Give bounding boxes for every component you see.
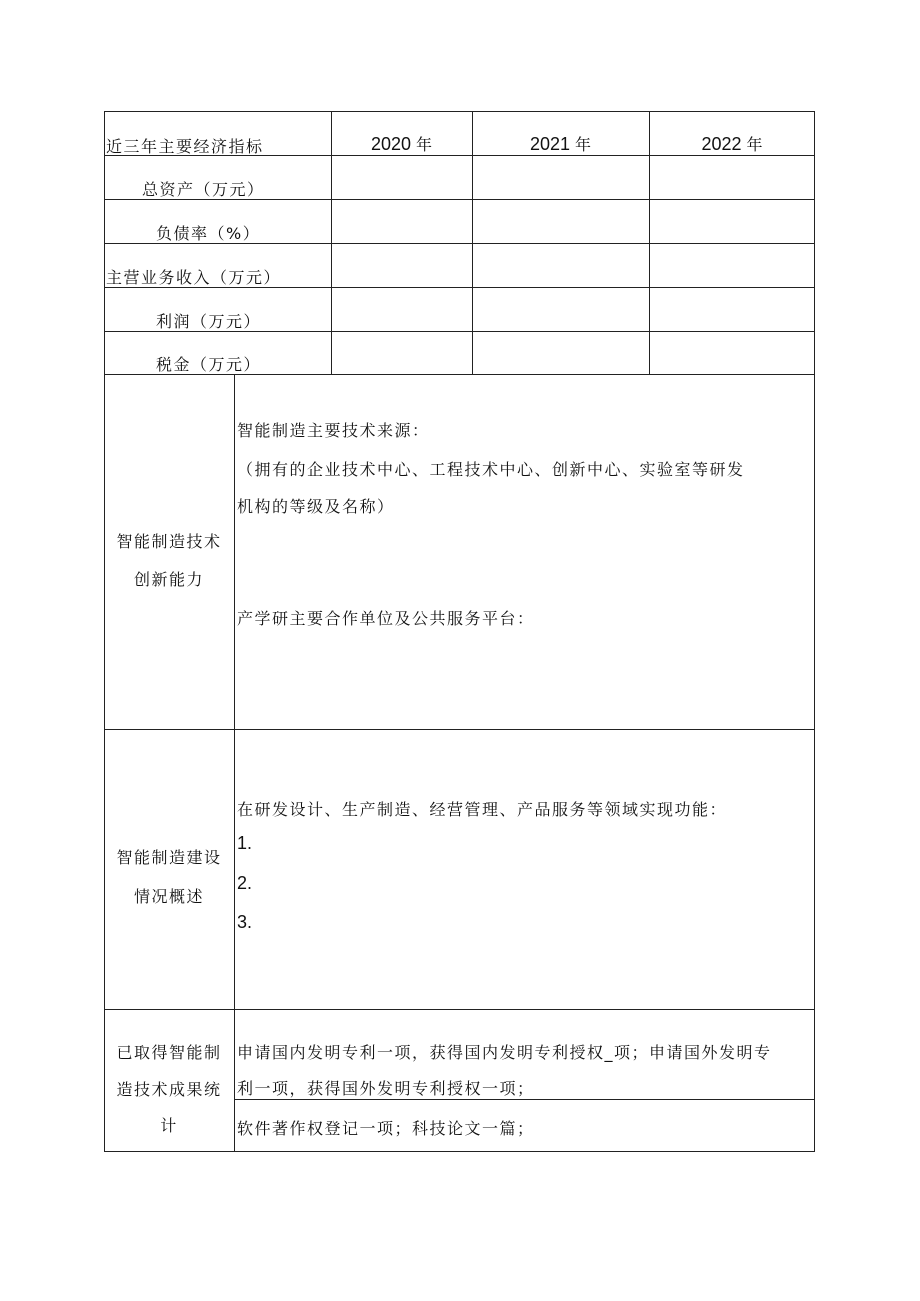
econ-header-label: 近三年主要经济指标 <box>106 137 264 156</box>
input-cell[interactable] <box>650 156 814 199</box>
construction-item: 1. <box>237 833 253 853</box>
row-label-main-revenue: 主营业务收入（万元） <box>106 268 282 287</box>
tech-source-title: 智能制造主要技术来源： <box>237 421 430 440</box>
construction-label-line1: 智能制造建设 <box>116 848 222 867</box>
input-cell[interactable] <box>473 200 649 243</box>
year-value: 2021 <box>529 134 570 154</box>
year-suffix: 年 <box>575 135 592 154</box>
year-header-2020 <box>331 132 472 155</box>
row-label-debt-ratio: 负债率（%） <box>156 224 261 243</box>
year-suffix: 年 <box>416 135 433 154</box>
achievements-label-line1: 已取得智能制 <box>116 1043 222 1062</box>
construction-item: 2. <box>237 873 253 893</box>
construction-label-line2: 情况概述 <box>133 887 204 906</box>
input-cell[interactable] <box>332 332 472 374</box>
input-cell[interactable] <box>332 288 472 331</box>
cooperation-title: 产学研主要合作单位及公共服务平台： <box>237 609 535 628</box>
construction-item: 3. <box>237 912 253 932</box>
tech-source-note-line2: 机构的等级及名称） <box>237 497 395 516</box>
input-cell[interactable] <box>332 200 472 243</box>
row-label-profit: 利润（万元） <box>156 312 262 331</box>
achievements-label-line3: 计 <box>160 1116 178 1135</box>
construction-intro: 在研发设计、生产制造、经营管理、产品服务等领域实现功能： <box>237 800 728 819</box>
column-divider <box>234 374 235 1152</box>
input-cell[interactable] <box>650 200 814 243</box>
tech-source-note-line1: （拥有的企业技术中心、工程技术中心、创新中心、实验室等研发 <box>237 460 745 479</box>
achievements-label-line2: 造技术成果统 <box>116 1080 222 1099</box>
year-suffix: 年 <box>746 135 763 154</box>
input-cell[interactable] <box>332 156 472 199</box>
input-cell[interactable] <box>650 288 814 331</box>
year-value: 2020 <box>370 134 411 154</box>
row-label-tax: 税金（万元） <box>156 355 262 374</box>
row-label-total-assets: 总资产（万元） <box>142 180 265 199</box>
input-cell[interactable] <box>332 244 472 287</box>
year-header-2022 <box>649 132 815 155</box>
input-cell[interactable] <box>473 332 649 374</box>
patent-stats-line2: 利一项，获得国外发明专利授权一项； <box>237 1079 535 1098</box>
innovation-label-line2: 创新能力 <box>133 570 204 589</box>
software-paper-stats: 软件著作权登记一项；科技论文一篇； <box>237 1119 535 1138</box>
input-cell[interactable] <box>473 244 649 287</box>
input-cell[interactable] <box>473 288 649 331</box>
year-value: 2022 <box>701 134 742 154</box>
input-cell[interactable] <box>650 332 814 374</box>
innovation-label-line1: 智能制造技术 <box>116 532 222 551</box>
input-cell[interactable] <box>473 156 649 199</box>
row-divider <box>234 1099 815 1100</box>
input-cell[interactable] <box>650 244 814 287</box>
section-divider <box>104 1009 815 1010</box>
year-header-2021 <box>472 132 649 155</box>
section-divider <box>104 729 815 730</box>
patent-stats-line1: 申请国内发明专利一项，获得国内发明专利授权_项；申请国外发明专 <box>237 1043 772 1062</box>
